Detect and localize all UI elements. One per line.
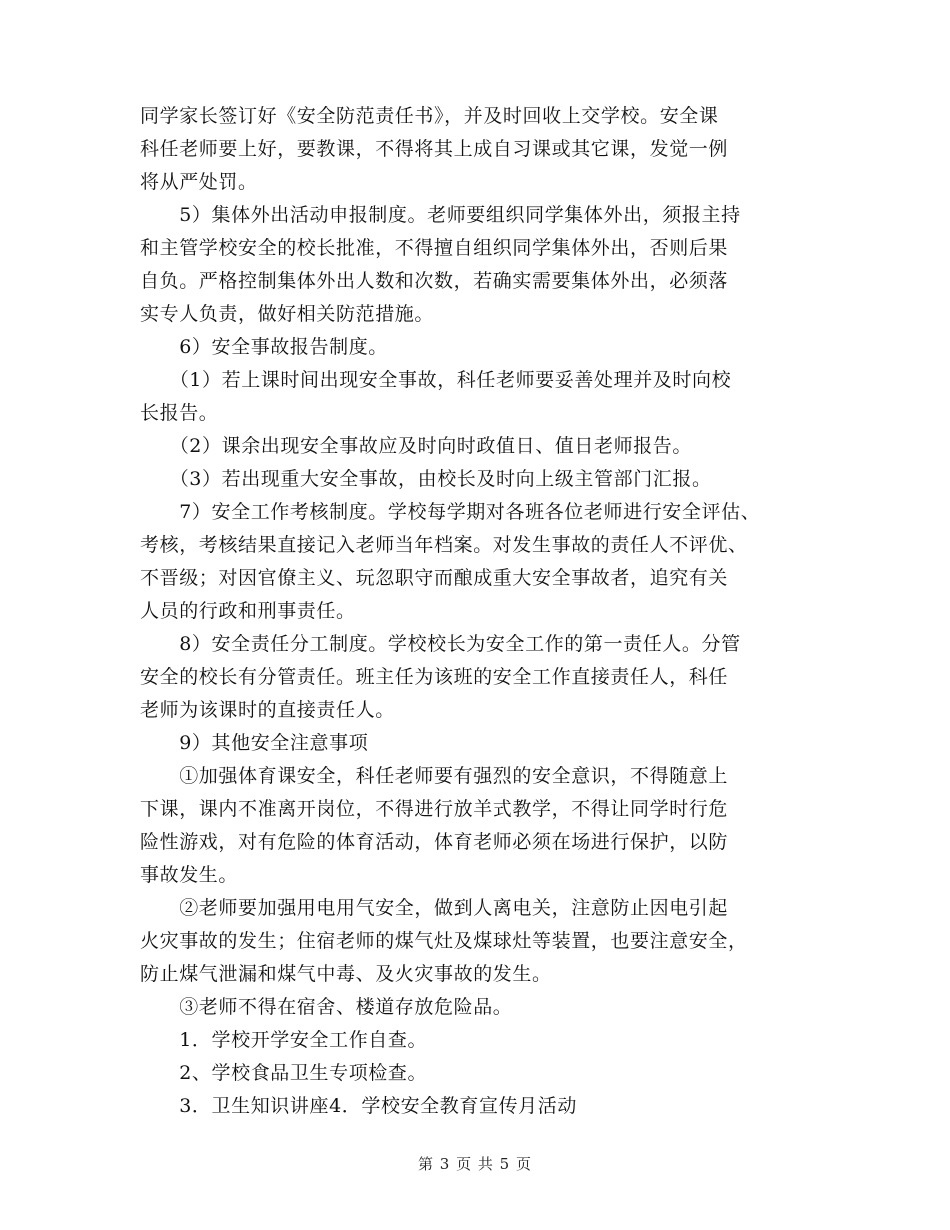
- text-line: 和主管学校安全的校长批准，不得擅自组织同学集体外出，否则后果: [140, 237, 729, 259]
- text-line: 人员的行政和刑事责任。: [140, 600, 356, 622]
- text-line: 8）安全责任分工制度。学校校长为安全工作的第一责任人。分管: [140, 633, 741, 655]
- text-line: 2、学校食品卫生专项检查。: [140, 1062, 428, 1084]
- text-line: 险性游戏，对有危险的体育活动，体育老师必须在场进行保护，以防: [140, 831, 729, 853]
- text-line: 6）安全事故报告制度。: [140, 336, 388, 358]
- document-body: [140, 100, 810, 1123]
- text-line: 不晋级；对因官僚主义、玩忽职守而酿成重大安全事故者，追究有关: [140, 567, 729, 589]
- text-line: 5）集体外出活动申报制度。老师要组织同学集体外出，须报主持: [140, 204, 741, 226]
- text-line: 1．学校开学安全工作自查。: [140, 1029, 428, 1051]
- text-line: 防止煤气泄漏和煤气中毒、及火灾事故的发生。: [140, 963, 552, 985]
- text-line: 将从严处罚。: [140, 171, 258, 193]
- text-line: 科任老师要上好，要教课，不得将其上成自习课或其它课，发觉一例: [140, 138, 729, 160]
- text-line: 7）安全工作考核制度。学校每学期对各班各位老师进行安全评估、: [140, 501, 761, 523]
- text-line: 长报告。: [140, 402, 219, 424]
- text-line: 火灾事故的发生；住宿老师的煤气灶及煤球灶等装置，也要注意安全，: [140, 930, 748, 952]
- text-line: 自负。严格控制集体外出人数和次数，若确实需要集体外出，必须落: [140, 270, 729, 292]
- text-line: ①加强体育课安全，科任老师要有强烈的安全意识，不得随意上: [140, 765, 729, 787]
- text-line: 老师为该课时的直接责任人。: [140, 699, 395, 721]
- text-line: 同学家长签订好《安全防范责任书》，并及时回收上交学校。安全课: [140, 105, 719, 127]
- text-line: （2）课余出现安全事故应及时向时政值日、值日老师报告。: [140, 435, 692, 457]
- text-line: 实专人负责，做好相关防范措施。: [140, 303, 435, 325]
- text-line: 考核，考核结果直接记入老师当年档案。对发生事故的责任人不评优、: [140, 534, 748, 556]
- text-line: 9）其他安全注意事项: [140, 732, 369, 754]
- text-line: 3．卫生知识讲座4．学校安全教育宣传月活动: [140, 1095, 577, 1117]
- text-line: ③老师不得在宿舍、楼道存放危险品。: [140, 996, 513, 1018]
- page-footer: 第 3 页 共 5 页: [418, 1155, 532, 1173]
- text-line: 事故发生。: [140, 864, 239, 886]
- text-line: ②老师要加强用电用气安全，做到人离电关，注意防止因电引起: [140, 897, 729, 919]
- text-line: （3）若出现重大安全事故，由校长及时向上级主管部门汇报。: [140, 468, 712, 490]
- text-line: 下课，课内不准离开岗位，不得进行放羊式教学，不得让同学时行危: [140, 798, 729, 820]
- text-line: （1）若上课时间出现安全事故，科任老师要妥善处理并及时向校: [140, 369, 732, 391]
- text-line: 安全的校长有分管责任。班主任为该班的安全工作直接责任人，科任: [140, 666, 729, 688]
